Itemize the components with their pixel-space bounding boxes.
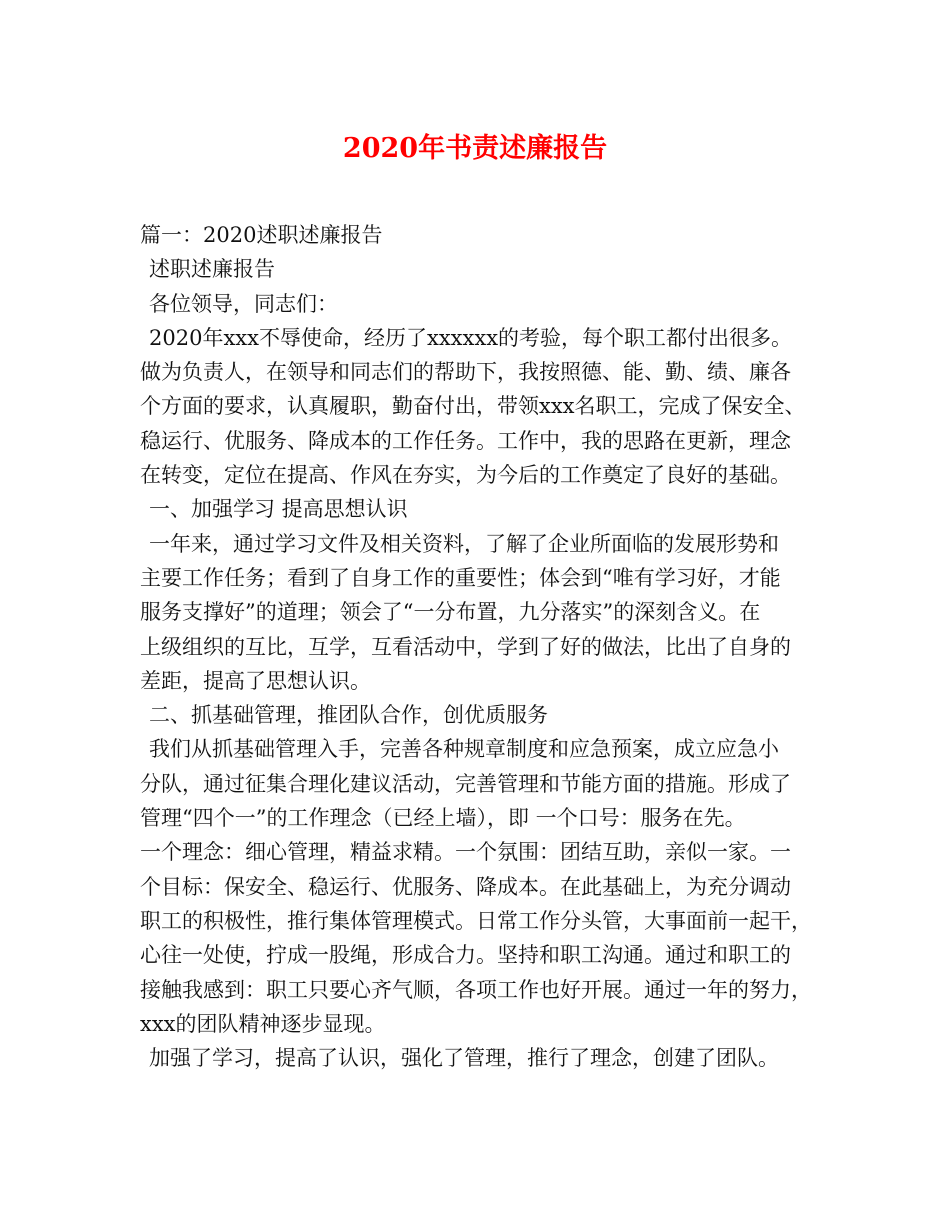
body-line: 心往一处使，拧成一股绳，形成合力。坚持和职工沟通。通过和职工的 <box>140 943 791 968</box>
body-line: 个目标：保安全、稳运行、优服务、降成本。在此基础上，为充分调动 <box>140 874 791 899</box>
body-line: 主要工作任务；看到了自身工作的重要性；体会到“唯有学习好，才能 <box>140 565 781 590</box>
document-title: 2020年书责述廉报告 <box>342 133 608 164</box>
body-line: 管理“四个一”的工作理念（已经上墙），即 一个口号：服务在先。 <box>140 806 746 831</box>
section-heading: 二、抓基础管理，推团队合作，创优质服务 <box>149 703 548 728</box>
body-line: 一年来，通过学习文件及相关资料，了解了企业所面临的发展形势和 <box>149 531 779 556</box>
body-line: 稳运行、优服务、降成本的工作任务。工作中，我的思路在更新，理念 <box>140 428 791 453</box>
body-line: 篇一：2020述职述廉报告 <box>140 223 383 247</box>
body-line: 差距，提高了思想认识。 <box>140 668 371 693</box>
body-line: 上级组织的互比，互学，互看活动中，学到了好的做法，比出了自身的 <box>140 634 791 659</box>
body-line: 一个理念：细心管理，精益求精。一个氛围：团结互助，亲似一家。一 <box>140 840 791 865</box>
body-line: 分队，通过征集合理化建议活动，完善管理和节能方面的措施。形成了 <box>140 771 791 796</box>
document-body <box>140 218 820 1075</box>
body-line: 各位领导，同志们： <box>149 291 338 316</box>
body-line: xxx的团队精神逐步显现。 <box>140 1011 386 1036</box>
body-line: 述职述廉报告 <box>149 257 275 282</box>
body-line: 在转变，定位在提高、作风在夯实，为今后的工作奠定了良好的基础。 <box>140 463 791 488</box>
body-line: 加强了学习，提高了认识，强化了管理，推行了理念，创建了团队。 <box>149 1046 779 1071</box>
body-line: 接触我感到：职工只要心齐气顺，各项工作也好开展。通过一年的努力， <box>140 977 812 1002</box>
body-line: 职工的积极性，推行集体管理模式。日常工作分头管，大事面前一起干， <box>140 908 812 933</box>
body-line: 个方面的要求，认真履职，勤奋付出，带领xxx名职工，完成了保安全、 <box>140 394 806 419</box>
body-line: 做为负责人，在领导和同志们的帮助下，我按照德、能、勤、绩、廉各 <box>140 360 791 385</box>
body-line: 2020年xxx不辱使命，经历了xxxxxx的考验，每个职工都付出很多。 <box>149 325 793 350</box>
body-line: 我们从抓基础管理入手，完善各种规章制度和应急预案，成立应急小 <box>149 737 779 762</box>
section-heading: 一、加强学习 提高思想认识 <box>149 497 408 522</box>
body-line: 服务支撑好”的道理；领会了“一分布置，九分落实”的深刻含义。在 <box>140 600 761 625</box>
